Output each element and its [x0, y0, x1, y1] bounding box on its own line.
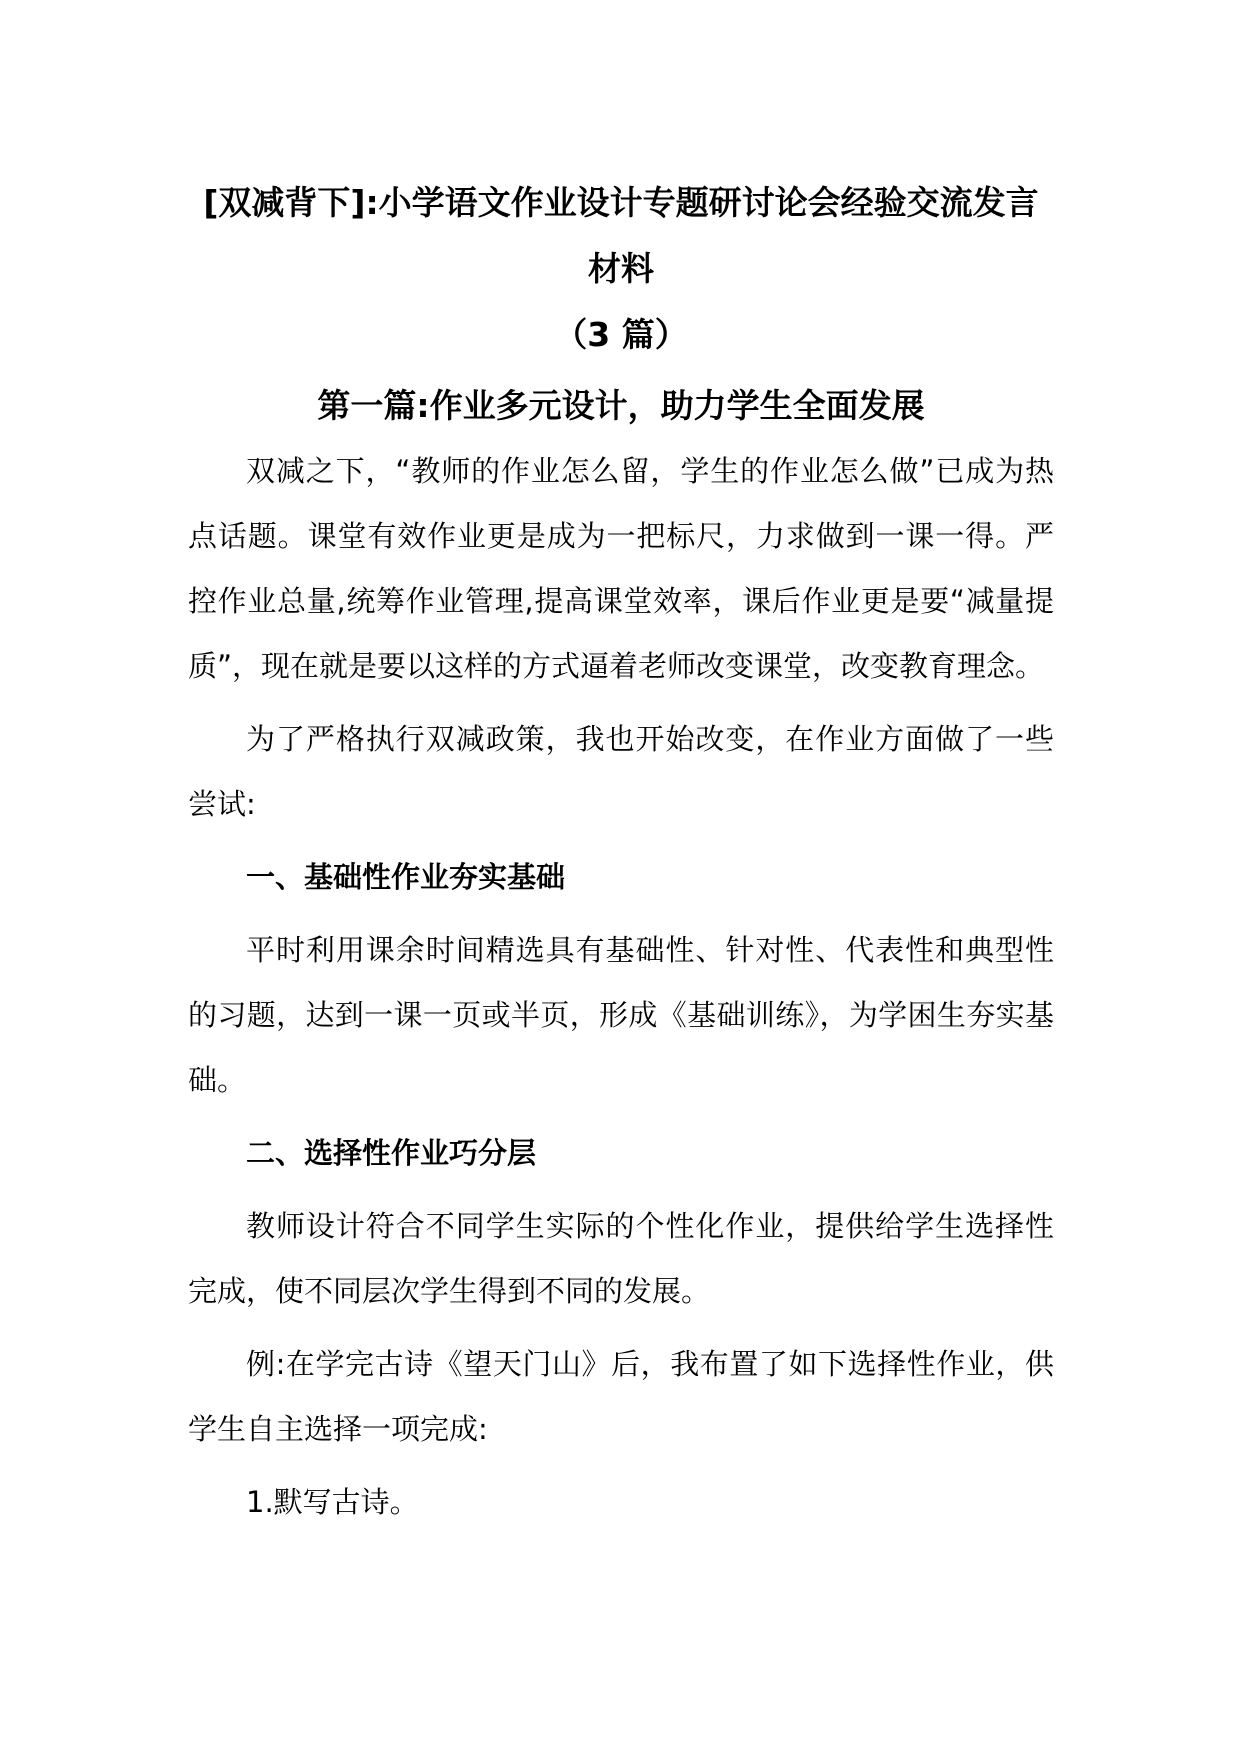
paragraph-selective-homework: 教师设计符合不同学生实际的个性化作业，提供给学生选择性完成，使不同层次学生得到不同的发展。 [188, 1209, 1054, 1308]
heading-selective-homework: 二、选择性作业巧分层 [246, 1136, 537, 1170]
document-subtitle: （3 篇） [554, 315, 688, 354]
document-title: [双减背下]:小学语文作业设计专题研讨论会经验交流发言材料 [203, 183, 1039, 288]
paragraph-basic-homework: 平时利用课余时间精选具有基础性、针对性、代表性和典型性的习题，达到一课一页或半页，形成《基础训练》，为学困生夯实基础。 [188, 933, 1054, 1097]
paragraph-intro: 双减之下，“教师的作业怎么留，学生的作业怎么做”已成为热点话题。课堂有效作业更是成为一把标尺，力求做到一课一得。严控作业总量,统筹作业管理,提高课堂效率，课后作业更是要“减量提质”，现在就是要以这样的方式逼着老师改变课堂，改变教育理念。 [188, 454, 1054, 683]
list-item: 1.默写古诗。 [246, 1485, 419, 1519]
paragraph-example: 例:在学完古诗《望天门山》后，我布置了如下选择性作业，供学生自主选择一项完成: [188, 1347, 1054, 1446]
heading-basic-homework: 一、基础性作业夯实基础 [246, 860, 566, 894]
section-title: 第一篇:作业多元设计，助力学生全面发展 [317, 386, 925, 425]
paragraph-attempts: 为了严格执行双减政策，我也开始改变，在作业方面做了一些尝试: [188, 722, 1054, 821]
document-body [188, 170, 1054, 1535]
